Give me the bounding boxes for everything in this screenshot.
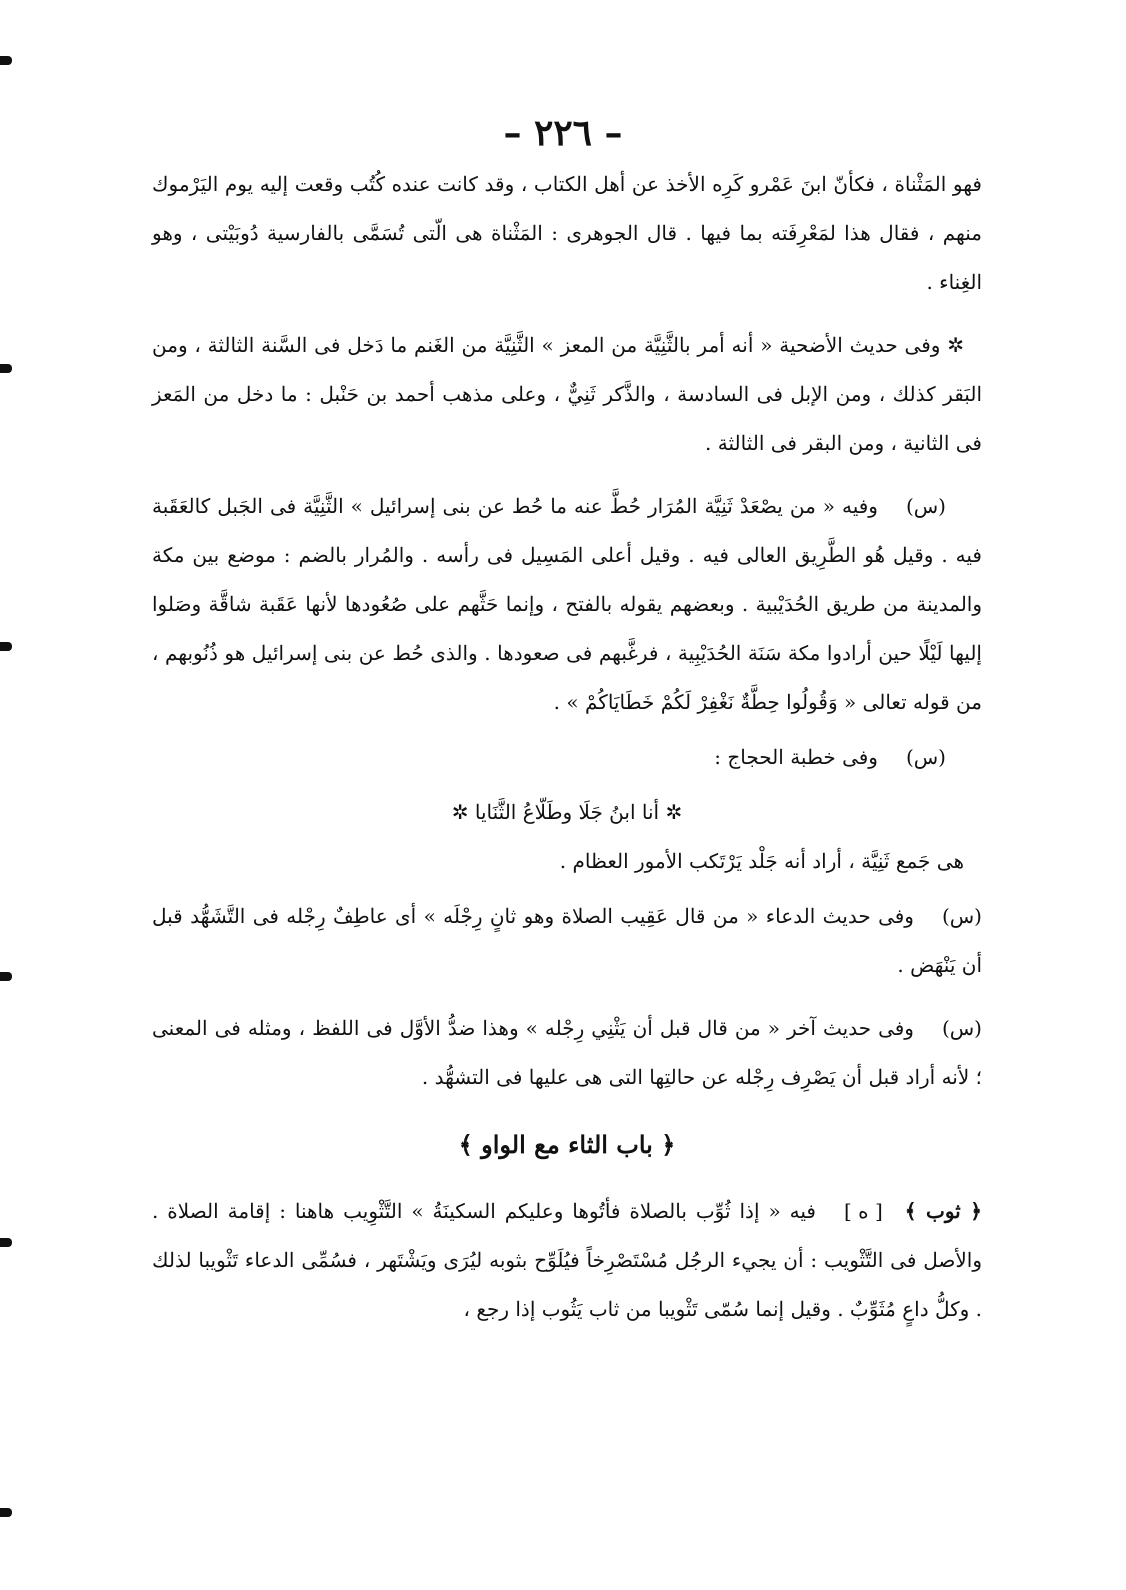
paragraph-text: وفى خطبة الحجاج : — [714, 745, 878, 769]
binding-mark — [0, 1508, 12, 1517]
paragraph — [152, 160, 982, 307]
source-code: [ ه ] — [843, 1199, 883, 1223]
paragraph-text: وفى حديث الدعاء « من قال عَقِيب الصلاة وهو ثانٍ رِجْلَه » أى عاطِفٌ رِجْله فى التَّشَهُّد قبل أن يَنْهَض . — [152, 904, 982, 977]
entry-paragraph — [152, 1187, 982, 1334]
verse-line: ✲ أنا ابنُ جَلَا وطَلّاعُ الثَّنَايا ✲ — [451, 800, 683, 824]
binding-mark — [0, 364, 12, 373]
paragraph — [152, 482, 982, 727]
page-number: – ٢٢٦ – — [503, 112, 623, 154]
section-heading: ﴿ باب الثاء مع الواو ﴾ — [458, 1130, 676, 1159]
binding-mark — [0, 642, 12, 651]
paragraph — [152, 892, 982, 990]
binding-mark — [0, 56, 12, 65]
source-code: (س) — [905, 745, 946, 769]
paragraph — [152, 321, 982, 468]
paragraph-text: وفى حديث آخر « من قال قبل أن يَثْنِي رِجْله » وهذا ضدُّ الأوَّل فى اللفظ ، ومثله فى المعنى ؛ لأنه أراد قبل أن يَصْرِف رِجْله عن حالتِها التى هى عليها فى التشهُّد . — [152, 1016, 982, 1089]
entry-headword: ﴿ ثوب ﴾ — [904, 1199, 983, 1223]
paragraph — [152, 837, 982, 886]
source-code: (س) — [941, 1016, 982, 1040]
paragraph — [152, 733, 982, 782]
binding-mark — [0, 972, 12, 981]
binding-mark — [0, 1238, 12, 1247]
paragraph-text: وفيه « من يصْعَدْ ثَنِيَّة المُرَار حُطَّ عنه ما حُط عن بنى إسرائيل » الثَّنِيَّة فى الجَبل كالعَقَبة فيه . وقيل هُو الطَّرِيق العالى فيه . وقيل أعلى المَسِيل فى رأسه . والمُرار بالضم : موضع بين مكة والمدينة من طريق الحُدَيْبية . وبعضهم يقوله بالفتح ، وإنما حَثَّهم على صُعُودها لأنها عَقَبة شاقَّة وصَلوا إليها لَيْلًا حين أرادوا مكة سَنَة الحُدَيْبِية ، فرغَّبهم فى صعودها . والذى حُط عن بنى إسرائيل هو ذُنُوبهم ، من قوله تعالى « وَقُولُوا حِطَّةٌ نَغْفِرْ لَكُمْ خَطَايَاكُمْ » . — [152, 494, 982, 714]
source-code: (س) — [941, 904, 982, 928]
page-body — [152, 160, 982, 1340]
paragraph-text: هى جَمع ثَنِيَّة ، أراد أنه جَلْد يَرْتَكب الأمور العظام . — [559, 849, 964, 873]
paragraph-text: فهو المَثْناة ، فكأنّ ابنَ عَمْرو كَرِه الأخذ عن أهل الكتاب ، وقد كانت عنده كُتُب وقعت إليه يوم اليَرْموك منهم ، فقال هذا لمَعْرِفَته بما فيها . قال الجوهرى : المَثْناة هى الّتى تُسَمَّى بالفارسية دُوبَيْتى ، وهو الغِناء . — [152, 172, 982, 294]
paragraph-text: فيه « إذا ثُوِّب بالصلاة فأتُوها وعليكم السكينَةُ » التَّثْوِيب هاهنا : إقامة الصلاة . والأصل فى التَّثْويب : أن يجيء الرجُل مُسْتَصْرِخاً فيُلَوِّح بثوبه ليُرَى ويَشْتَهر ، فسُمِّى الدعاء تَثْويبا لذلك . وكلُّ داعٍ مُثَوِّبٌ . وقيل إنما سُمّى تَثْويبا من ثاب يَثُوب إذا رجع ، — [152, 1199, 982, 1321]
paragraph-text: ✲ وفى حديث الأضحية « أنه أمر بالثَّنِيَّة من المعز » الثَّنِيَّة من الغَنم ما دَخل فى السَّنة الثالثة ، ومن البَقر كذلك ، ومن الإبل فى السادسة ، والذَّكر ثَنِيٌّ ، وعلى مذهب أحمد بن حَنْبل : ما دخل من المَعز فى الثانية ، ومن البقر فى الثالثة . — [152, 333, 982, 455]
paragraph — [152, 1004, 982, 1102]
source-code: (س) — [905, 494, 946, 518]
